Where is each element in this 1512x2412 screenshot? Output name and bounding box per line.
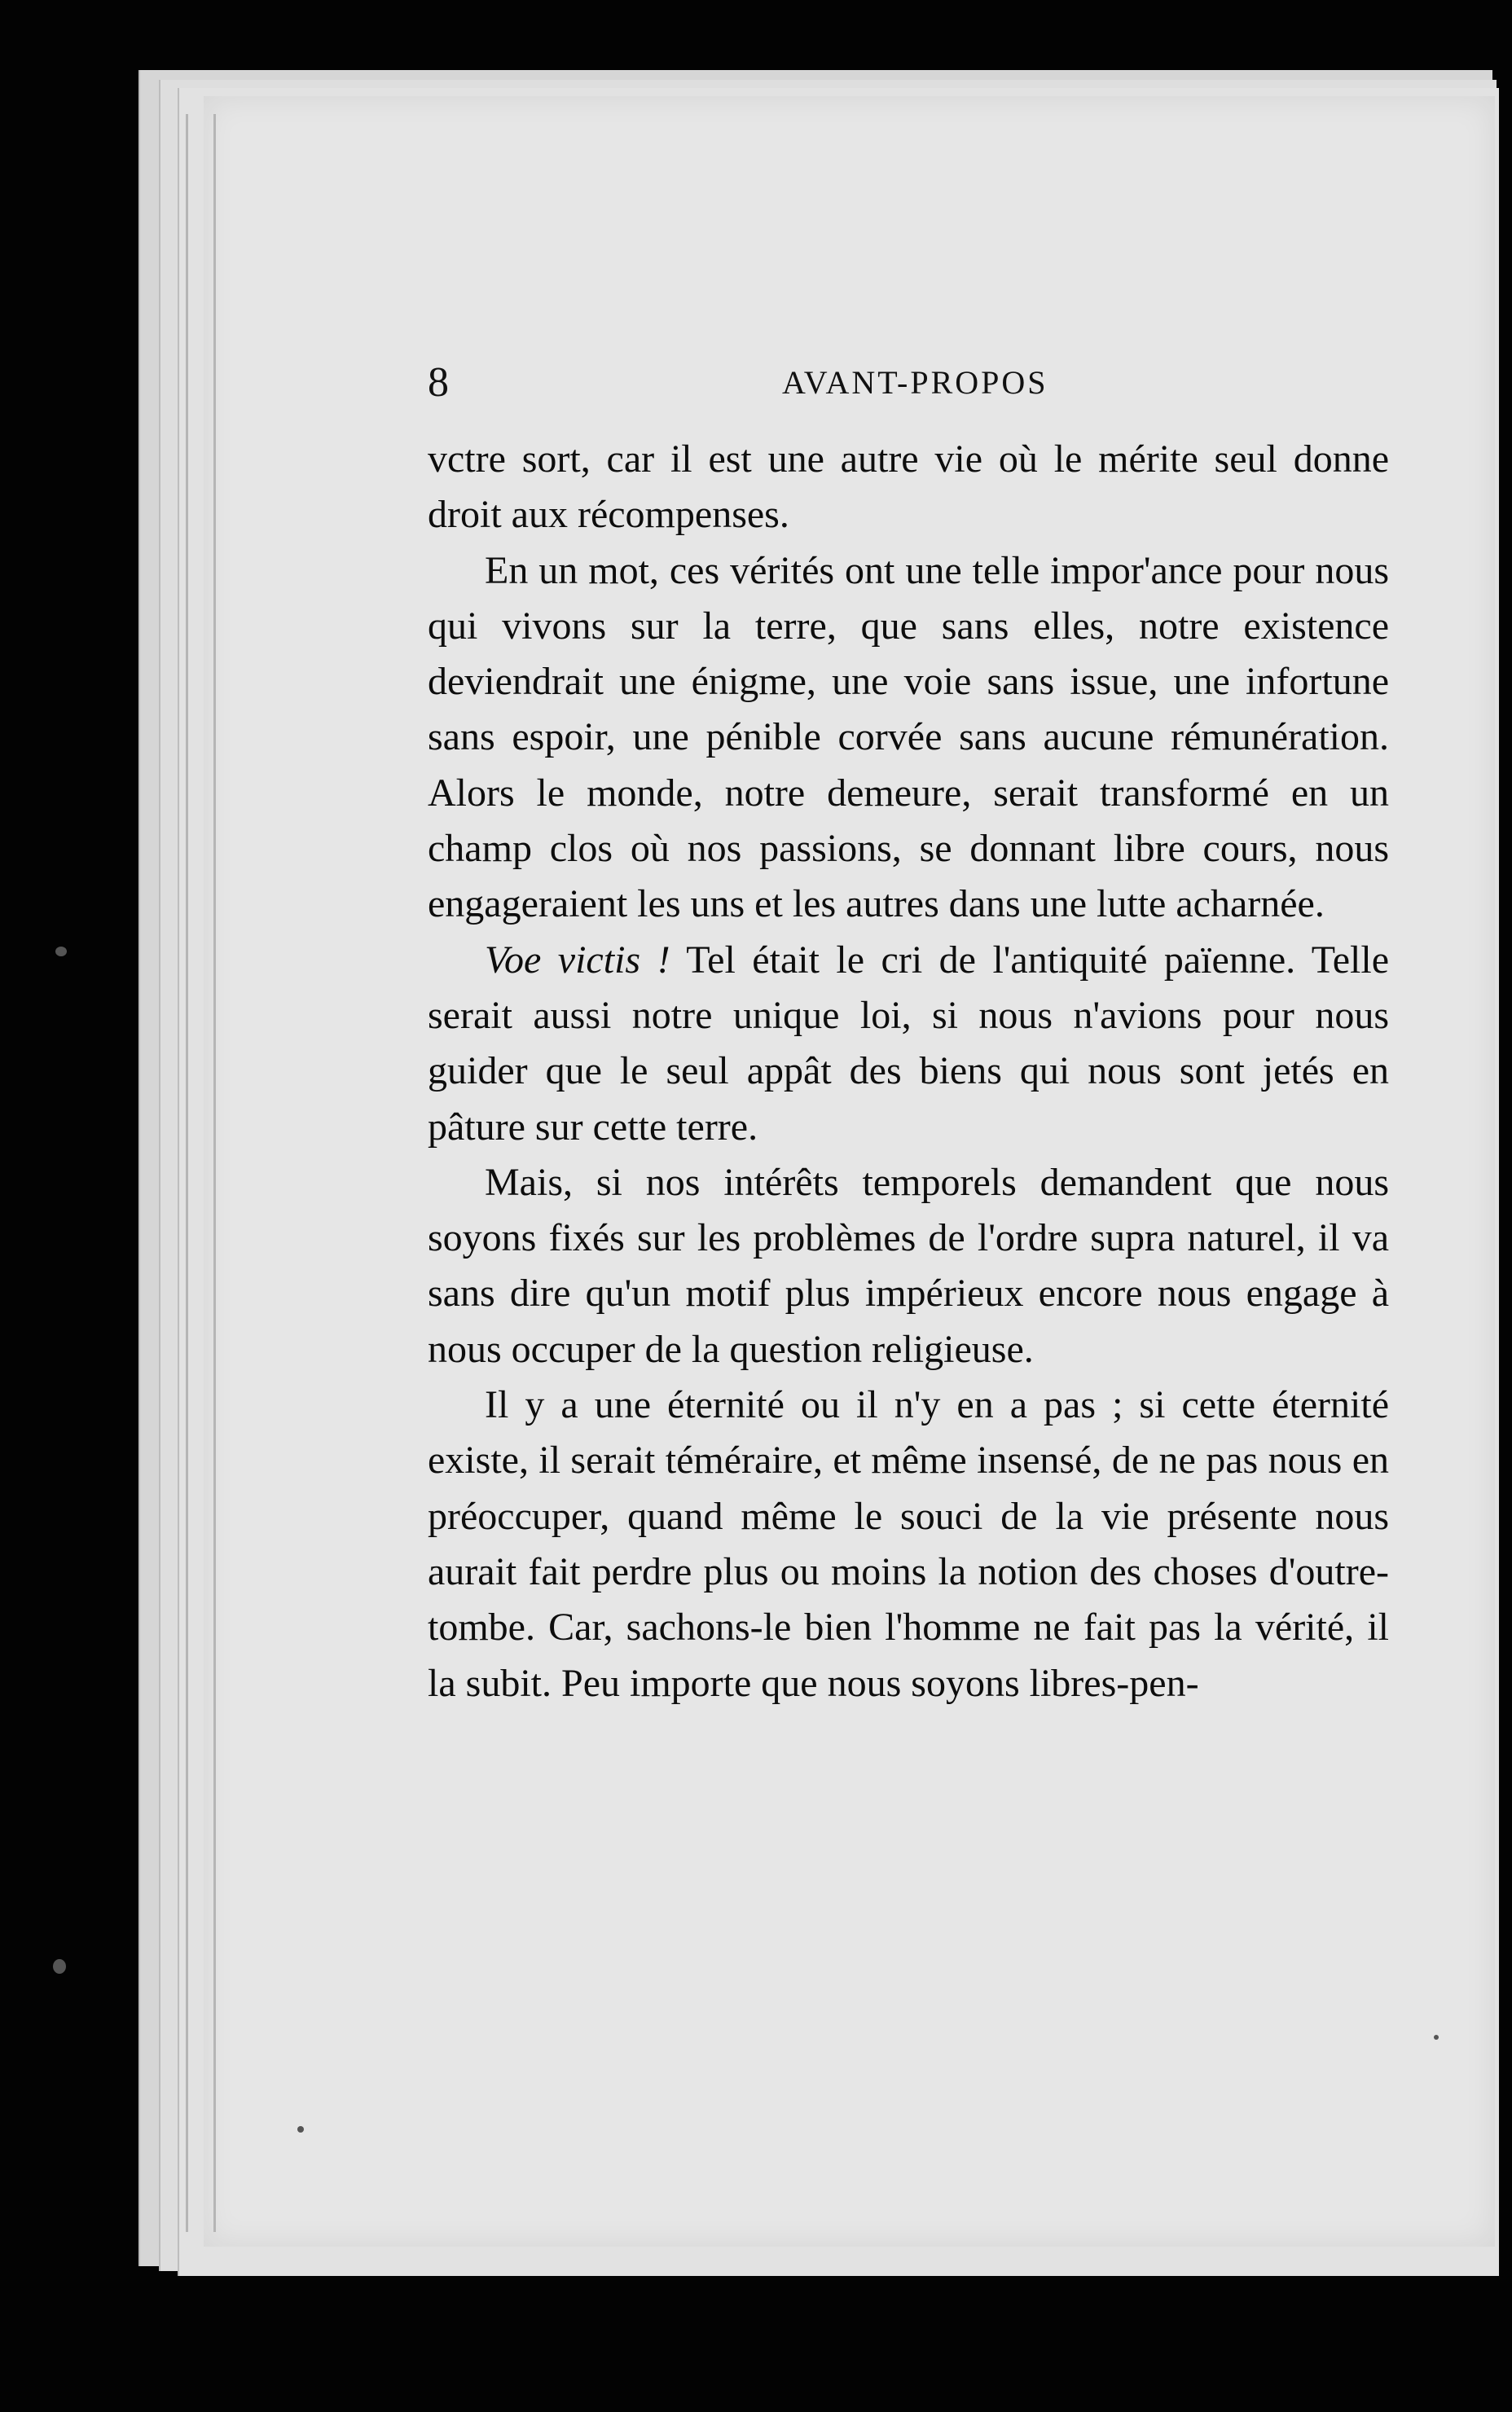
body-text [428, 432, 1389, 1711]
paragraph: Mais, si nos intérêts temporels demandent que nous soyons fixés sur les problèmes de l'ordre supra naturel, il va sans dire qu'un motif plus impérieux encore nous engage à nous occuper de la question religieuse. [428, 1160, 1389, 1371]
scan-speck [1434, 2035, 1439, 2040]
paragraph: vctre sort, car il est une autre vie où le mérite seul donne droit aux récompenses. [428, 437, 1389, 537]
running-title: AVANT-PROPOS [782, 364, 1048, 401]
paragraph-text: Tel était le cri de l'antiquité païenne. Telle serait aussi notre unique loi, si nous n'avions pour nous guider que le seul appât des biens qui nous sont jetés en pâture sur cette terre. [428, 938, 1390, 1149]
page-fold-line [213, 114, 216, 2232]
scan-speck [53, 1959, 66, 1974]
page-number: 8 [428, 359, 449, 406]
latin-phrase: Voe victis ! [485, 938, 670, 982]
paragraph [428, 933, 1389, 1155]
page-fold-line [186, 114, 188, 2232]
scan-speck [55, 947, 67, 956]
paragraph: En un mot, ces vérités ont une telle impor'ance pour nous qui vivons sur la terre, que sans elles, notre existence deviendrait une énigme, une voie sans issue, une infortune sans espoir, une pénible corvée sans aucune rémunération. Alors le monde, notre demeure, serait transformé en un champ clos où nos passions, se donnant libre cours, nous engageraient les uns et les autres dans une lutte acharnée. [428, 548, 1389, 926]
scan-speck [297, 2126, 304, 2133]
paragraph: Il y a une éternité ou il n'y en a pas ; si cette éternité existe, il serait téméraire, et même insensé, de ne pas nous en préoccuper, quand même le souci de la vie présente nous aurait fait perdre plus ou moins la notion des choses d'outre-tombe. Car, sachons-le bien l'homme ne fait pas la vérité, il la subit. Peu importe que nous soyons libres-pen- [428, 1383, 1389, 1705]
page-header [428, 358, 1389, 424]
